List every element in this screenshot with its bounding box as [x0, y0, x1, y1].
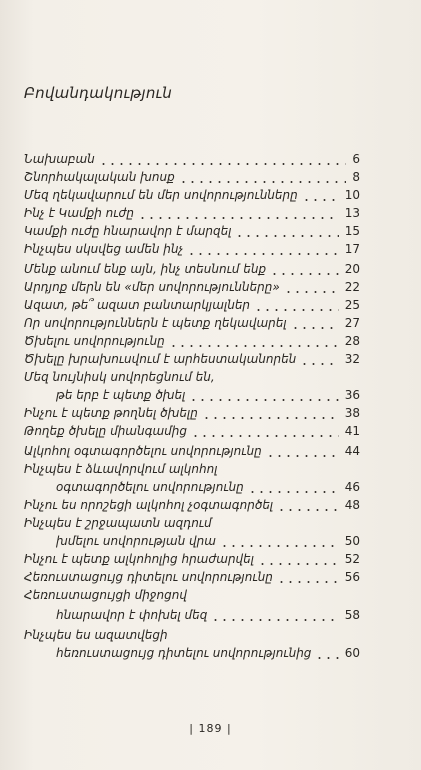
toc-entry-page: 36 [344, 388, 360, 402]
toc-entry-label: օգտագործելու սովորությունը [56, 480, 244, 494]
toc-entry-page: 13 [344, 206, 360, 220]
toc-entry-label: Կամքի ուժը հնարավոր է մարզել [24, 224, 232, 238]
toc-entry-label: Ծխելը խրախուսվում է արհեստականորեն [24, 352, 297, 366]
toc-entry [24, 296, 360, 314]
toc-entry [24, 240, 360, 258]
page-number: | 189 | [189, 722, 232, 735]
toc-entry-page: 44 [344, 444, 360, 458]
toc-entry [24, 350, 360, 368]
toc-entry-label: Նախաբան [24, 152, 95, 166]
toc-entry [24, 314, 360, 332]
toc-entry-label: Ինչու է պետք ալկոհոլից հրաժարվել [24, 552, 255, 566]
toc-entry [24, 368, 360, 386]
toc-entry-page: 32 [344, 352, 360, 366]
toc-leader-dots [189, 386, 339, 404]
toc-leader-dots [302, 186, 339, 204]
toc-entry [24, 606, 360, 624]
toc-entry-label: Հեռուստացույց դիտելու սովորությունը [24, 570, 273, 584]
toc-entry [24, 386, 360, 404]
toc-entry-page: 46 [344, 480, 360, 494]
toc-entry-page: 6 [352, 152, 360, 166]
toc-entry [24, 222, 360, 240]
toc-leader-dots [300, 350, 339, 368]
toc-entry-label: Ինչպես է ձևավորվում ալկոհոլ [24, 462, 218, 476]
toc-entry-label: Ինչպես սկսվեց ամեն ինչ [24, 242, 184, 256]
toc-leader-dots [258, 550, 339, 568]
toc-entry-label: Ազատ, թե՞ ազատ բանտարկյալներ [24, 298, 251, 312]
toc-entry-label: Թողեք ծխելը միանգամից [24, 424, 188, 438]
toc-entry-label: խմելու սովորության վրա [56, 534, 216, 548]
toc-entry [24, 260, 360, 278]
toc-leader-dots [277, 568, 339, 586]
toc-entry-label: Ինչպես ես ազատվեցի [24, 628, 168, 642]
toc-leader-dots [99, 150, 346, 168]
toc-entry [24, 514, 360, 532]
toc-entry-page: 17 [344, 242, 360, 256]
toc-entry-page: 10 [344, 188, 360, 202]
toc-leader-dots [277, 496, 339, 514]
toc-entry [24, 332, 360, 350]
toc-leader-dots [270, 260, 339, 278]
toc-entry [24, 404, 360, 422]
toc-entry-label: Ինչու է պետք թողնել ծխելը [24, 406, 198, 420]
toc-entry [24, 422, 360, 440]
toc-leader-dots [291, 314, 339, 332]
toc-leader-dots [220, 532, 339, 550]
toc-entry-label: Արդյոք մերն են «մեր սովորությունները» [24, 280, 280, 294]
toc-entry [24, 150, 360, 168]
toc-entry [24, 204, 360, 222]
toc-leader-dots [254, 296, 339, 314]
toc-entry-page: 60 [344, 646, 360, 660]
toc-leader-dots [211, 606, 339, 624]
toc-entry-page: 8 [352, 170, 360, 184]
toc-entry-label: թե երբ է պետք ծխել [56, 388, 186, 402]
toc-leader-dots [266, 442, 339, 460]
toc-entry [24, 186, 360, 204]
toc-entry [24, 460, 360, 478]
toc-entry [24, 568, 360, 586]
toc-leader-dots [179, 168, 346, 186]
toc-entry [24, 550, 360, 568]
toc-entry [24, 496, 360, 514]
toc-entry-page: 22 [344, 280, 360, 294]
toc-entry-label: Ինչ է Կամքի ուժը [24, 206, 135, 220]
toc-leader-dots [169, 332, 339, 350]
toc-leader-dots [315, 644, 339, 662]
toc-entry-page: 50 [344, 534, 360, 548]
toc-entry-page: 15 [344, 224, 360, 238]
toc-entry-page: 25 [344, 298, 360, 312]
toc-entry-page: 20 [344, 262, 360, 276]
toc-entry-label: Ծխելու սովորությունը [24, 334, 165, 348]
toc-entry-label: Ալկոհոլ օգտագործելու սովորությունը [24, 444, 262, 458]
toc-entry-page: 48 [344, 498, 360, 512]
toc-entry-page: 52 [344, 552, 360, 566]
toc-entry-label: Մեզ նույնիսկ սովորեցնում են, [24, 370, 215, 384]
toc-entry-label: Որ սովորություններն է պետք ղեկավարել [24, 316, 287, 330]
toc-entry-page: 27 [344, 316, 360, 330]
toc-entry [24, 586, 360, 604]
toc-leader-dots [235, 222, 339, 240]
toc-entry [24, 644, 360, 662]
toc-leader-dots [191, 422, 339, 440]
toc-title: Բովանդակություն [24, 84, 172, 102]
toc-entry-label: Մեզ ղեկավարում են մեր սովորությունները [24, 188, 298, 202]
toc-entry-label: Ինչպես է շրջապատն ազդում [24, 516, 212, 530]
toc-entry-page: 58 [344, 608, 360, 622]
toc-leader-dots [138, 204, 339, 222]
toc-entry [24, 532, 360, 550]
toc-entry-label: հեռուստացույց դիտելու սովորությունից [56, 646, 312, 660]
toc-entry-label: Հեռուստացույցի միջոցով [24, 588, 187, 602]
toc-entry-page: 28 [344, 334, 360, 348]
toc-entry [24, 168, 360, 186]
toc-entry-page: 56 [344, 570, 360, 584]
toc-entry [24, 278, 360, 296]
toc-entry-label: Մենք անում ենք այն, ինչ տեսնում ենք [24, 262, 267, 276]
toc-entry-label: Ինչու ես որոշեցի ալկոհոլ չօգտագործել [24, 498, 274, 512]
toc-entry-label: Շնորհակալական խոսք [24, 170, 175, 184]
toc-entry-page: 38 [344, 406, 360, 420]
toc-leader-dots [248, 478, 339, 496]
toc-entry [24, 442, 360, 460]
toc-entry-page: 41 [344, 424, 360, 438]
toc-leader-dots [284, 278, 339, 296]
toc-entry [24, 478, 360, 496]
toc-leader-dots [187, 240, 339, 258]
toc-entry-label: հնարավոր է փոխել մեզ [56, 608, 208, 622]
toc-leader-dots [202, 404, 339, 422]
toc-entry [24, 626, 360, 644]
